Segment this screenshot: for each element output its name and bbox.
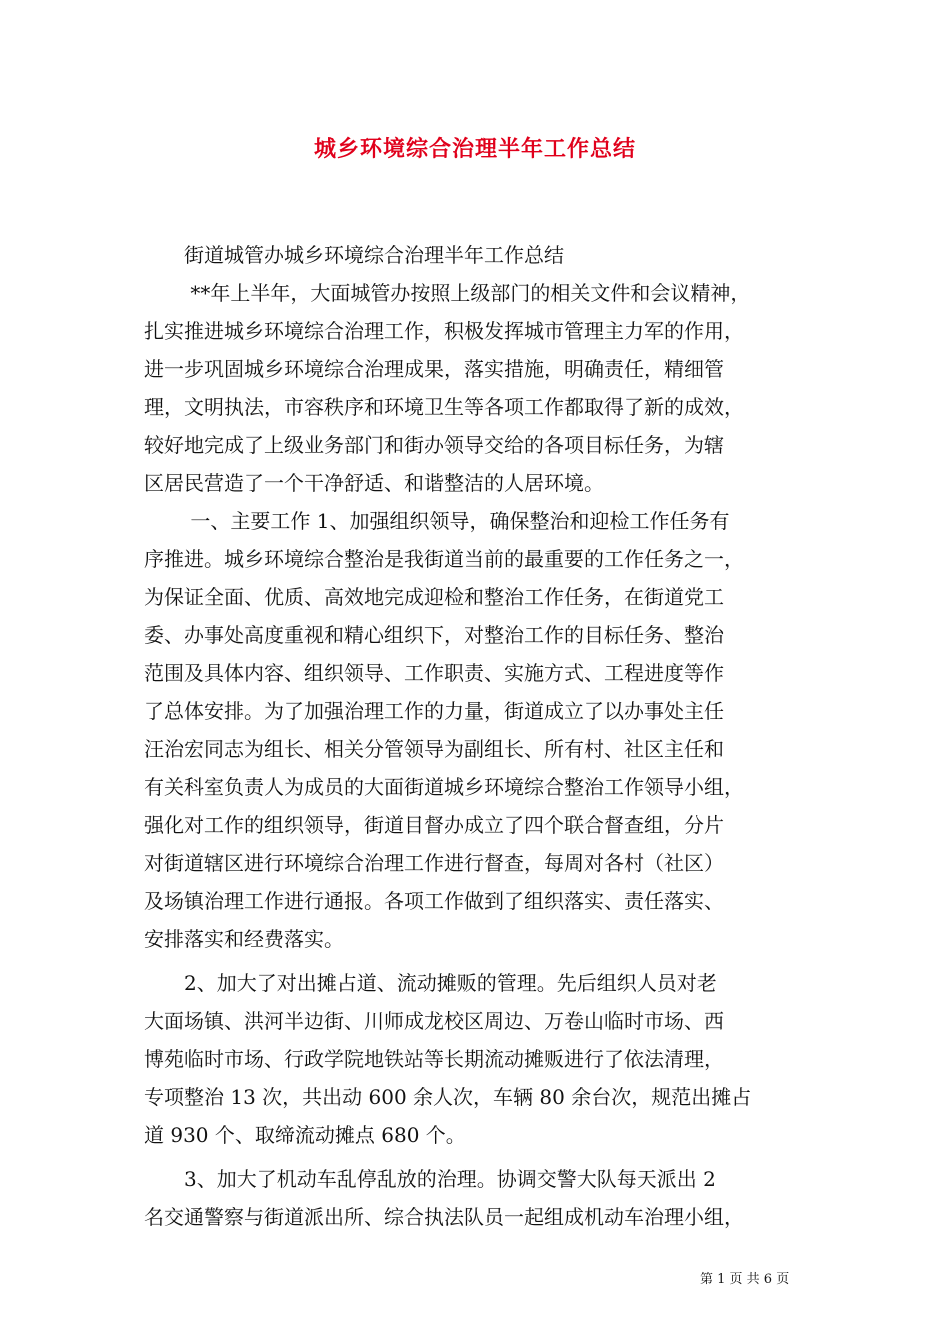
body-line: 街道城管办城乡环境综合治理半年工作总结 [144, 243, 564, 267]
body-line: 博苑临时市场、行政学院地铁站等长期流动摊贩进行了依法清理， [144, 1047, 724, 1071]
body-line: 名交通警察与街道派出所、综合执法队员一起组成机动车治理小组， [144, 1205, 744, 1229]
body-line: 进一步巩固城乡环境综合治理成果，落实措施，明确责任，精细管 [144, 357, 724, 381]
document-body [144, 236, 812, 1236]
page-title: 城乡环境综合治理半年工作总结 [313, 136, 636, 162]
body-line: 范围及具体内容、组织领导、工作职责、实施方式、工程进度等作 [144, 661, 724, 685]
body-line: 对街道辖区进行环境综合治理工作进行督查，每周对各村（社区） [144, 851, 724, 875]
body-line: 为保证全面、优质、高效地完成迎检和整治工作任务，在街道党工 [144, 585, 724, 609]
body-line: 区居民营造了一个干净舒适、和谐整洁的人居环境。 [144, 471, 604, 495]
body-line: 理，文明执法，市容秩序和环境卫生等各项工作都取得了新的成效， [144, 395, 744, 419]
body-line: 3、加大了机动车乱停乱放的治理。协调交警大队每天派出 2 [144, 1167, 716, 1191]
body-line: 道 930 个、取缔流动摊点 680 个。 [144, 1123, 466, 1147]
body-line: 委、办事处高度重视和精心组织下，对整治工作的目标任务、整治 [144, 623, 724, 647]
body-line: 安排落实和经费落实。 [144, 927, 344, 951]
body-line: 大面场镇、洪河半边街、川师成龙校区周边、万卷山临时市场、西 [144, 1009, 724, 1033]
body-line: **年上半年，大面城管办按照上级部门的相关文件和会议精神， [144, 281, 751, 305]
body-line: 一、主要工作 1、加强组织领导，确保整治和迎检工作任务有 [144, 509, 730, 533]
body-line: 及场镇治理工作进行通报。各项工作做到了组织落实、责任落实、 [144, 889, 724, 913]
body-line: 了总体安排。为了加强治理工作的力量，街道成立了以办事处主任 [144, 699, 724, 723]
body-line: 强化对工作的组织领导，街道目督办成立了四个联合督查组，分片 [144, 813, 724, 837]
body-line: 较好地完成了上级业务部门和街办领导交给的各项目标任务，为辖 [144, 433, 724, 457]
body-line: 扎实推进城乡环境综合治理工作，积极发挥城市管理主力军的作用， [144, 319, 744, 343]
page-number: 第 1 页 共 6 页 [700, 1272, 790, 1287]
body-line: 有关科室负责人为成员的大面街道城乡环境综合整治工作领导小组， [144, 775, 744, 799]
body-line: 专项整治 13 次，共出动 600 余人次，车辆 80 余台次，规范出摊占 [144, 1085, 752, 1109]
body-line: 序推进。城乡环境综合整治是我街道当前的最重要的工作任务之一， [144, 547, 744, 571]
body-line: 2、加大了对出摊占道、流动摊贩的管理。先后组织人员对老 [144, 971, 717, 995]
body-line: 汪治宏同志为组长、相关分管领导为副组长、所有村、社区主任和 [144, 737, 724, 761]
